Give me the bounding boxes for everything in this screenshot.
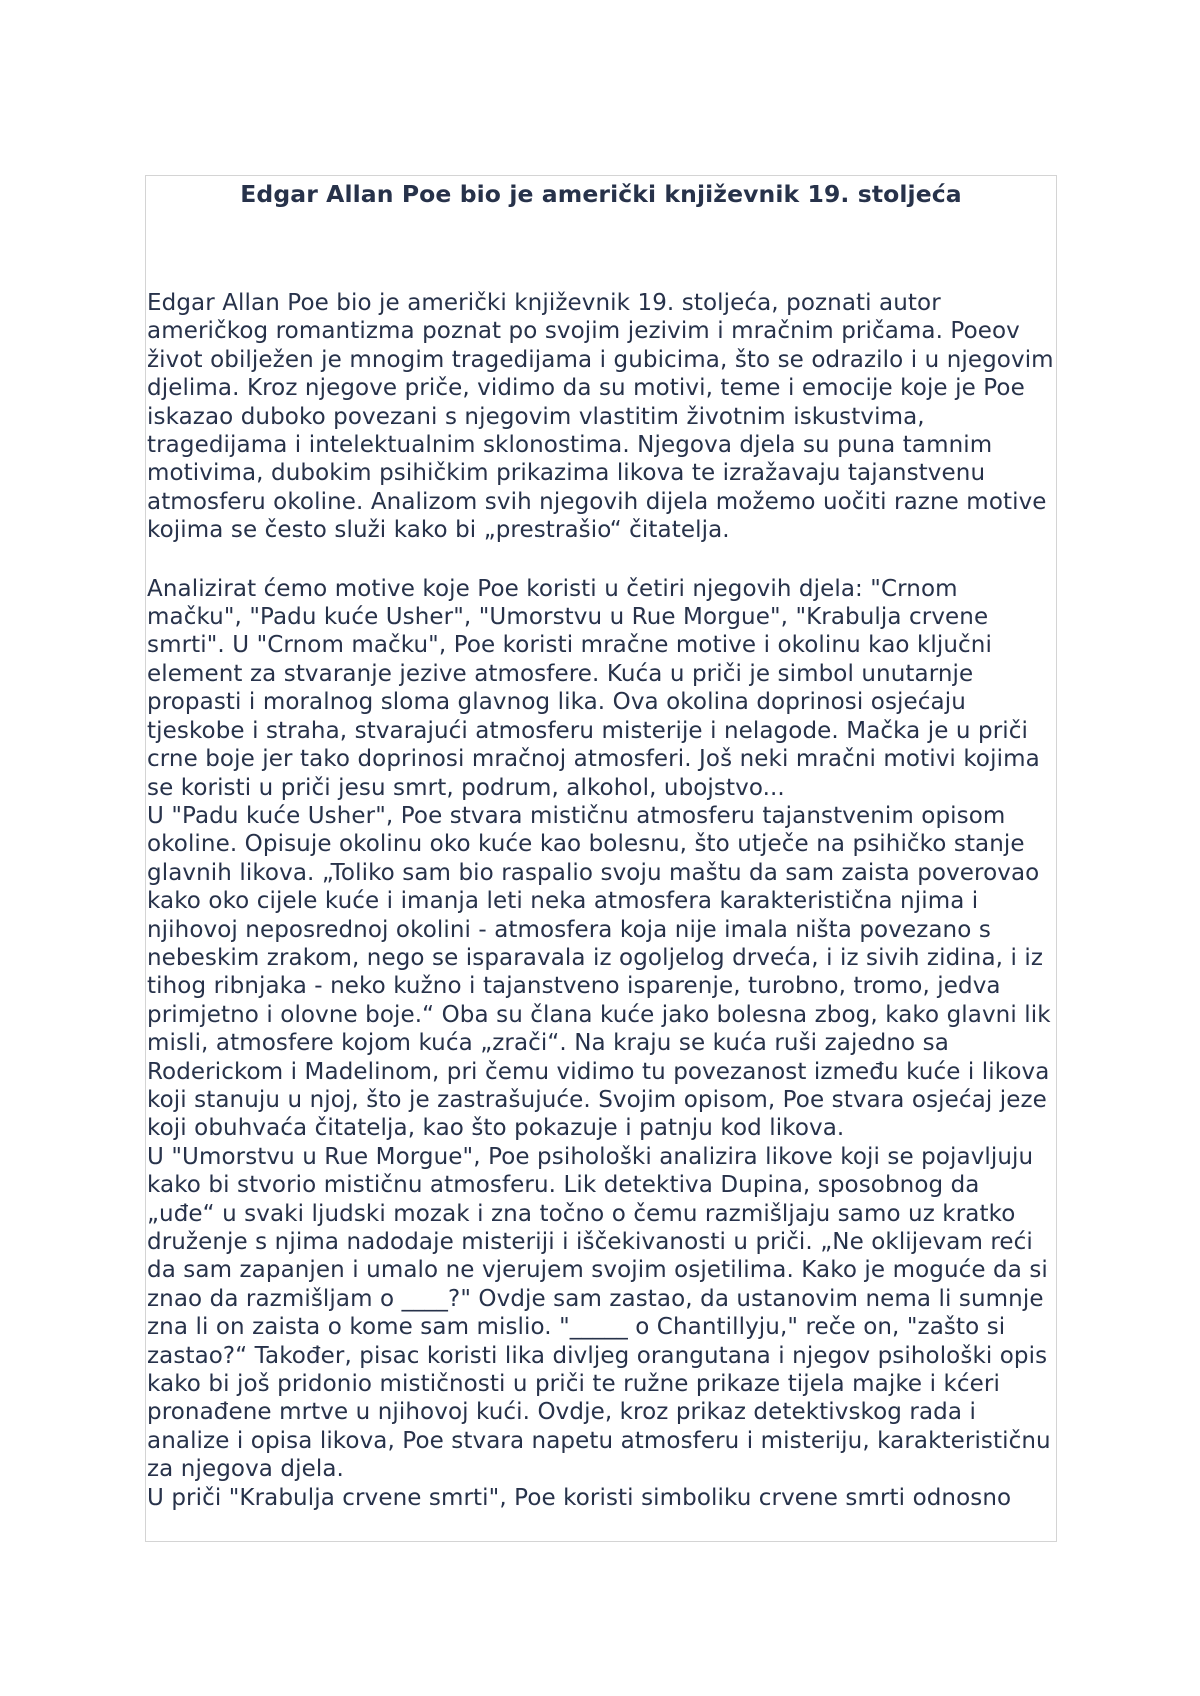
paragraph-pad-kuce-usher: U "Padu kuće Usher", Poe stvara mističnu atmosferu tajanstvenim opisom okoline. Opisuje okolinu oko kuće kao bolesnu, što utječe na psihičko stanje glavnih likova. „Toliko sam bio raspalio svoju maštu da sam zaista poverovao kako oko cijele kuće i imanja leti neka atmosfera karakteristična njima i njihovoj neposrednoj okolini - atmosfera koja nije imala ništa povezano s nebeskim zrakom, nego se isparavala iz ogoljelog drveća, i iz sivih zidina, i iz tihog ribnjaka - neko kužno i tajanstveno isparenje, turobno, tromo, jedva primjetno i olovne boje.“ Oba su člana kuće jako bolesna zbog, kako glavni lik misli, atmosfere kojom kuća „zrači“. Na kraju se kuća ruši zajedno sa Roderickom i Madelinom, pri čemu vidimo tu povezanost između kuće i likova koji stanuju u njoj, što je zastrašujuće. Svojim opisom, Poe stvara osjećaj jeze koji obuhvaća čitatelja, kao što pokazuje i patnju kod likova. — [147, 802, 1051, 1142]
paragraph-crni-macak: Analizirat ćemo motive koje Poe koristi u četiri njegovih djela: "Crnom mačku", "Padu kuće Usher", "Umorstvu u Rue Morgue", "Krabulja crvene smrti". U "Crnom mačku", Poe koristi mračne motive i okolinu kao ključni element za stvaranje jezive atmosfere. Kuća u priči je simbol unutarnje propasti i moralnog sloma glavnog lika. Ova okolina doprinosi osjećaju tjeskobe i straha, stvarajući atmosferu misterije i nelagode. Mačka je u priči crne boje jer tako doprinosi mračnoj atmosferi. Još neki mračni motivi kojima se koristi u priči jesu smrt, podrum, alkohol, ubojstvo... — [147, 575, 1040, 801]
paragraph-intro: Edgar Allan Poe bio je američki književnik 19. stoljeća, poznati autor američkog romantizma poznat po svojim jezivim i mračnim pričama. Poeov život obilježen je mnogim tragedijama i gubicima, što se odrazilo i u njegovim djelima. Kroz njegove priče, vidimo da su motivi, teme i emocije koje je Poe iskazao duboko povezani s njegovim vlastitim životnim iskustvima, tragedijama i intelektualnim sklonostima. Njegova djela su puna tamnim motivima, dubokim psihičkim prikazima likova te izražavaju tajanstvenu atmosferu okoline. Analizom svih njegovih dijela možemo uočiti razne motive kojima se često služi kako bi „prestrašio“ čitatelja. — [147, 290, 1054, 544]
document-body — [146, 289, 1056, 1512]
paragraph-umorstvo-rue-morgue: U "Umorstvu u Rue Morgue", Poe psihološki analizira likove koji se pojavljuju kako bi stvorio mističnu atmosferu. Lik detektiva Dupina, sposobnog da „uđe“ u svaki ljudski mozak i zna točno o čemu razmišljaju samo uz kratko druženje s njima nadodaje misteriji i iščekivanosti u priči. „Ne oklijevam reći da sam zapanjen i umalo ne vjerujem svojim osjetilima. Kako je moguće da si znao da razmišljam o ____?" Ovdje sam zastao, da ustanovim nema li sumnje zna li on zaista o kome sam mislio. "_____ o Chantillyju," reče on, "zašto si zastao?“ Također, pisac koristi lika divljeg orangutana i njegov psihološki opis kako bi još pridonio mističnosti u priči te ružne prikaze tijela majke i kćeri pronađene mrtve u njihovoj kući. Ovdje, kroz prikaz detektivskog rada i analize i opisa likova, Poe stvara napetu atmosferu i misteriju, karakterističnu za njegova djela. — [147, 1143, 1051, 1483]
document-page — [145, 175, 1057, 1542]
document-title: Edgar Allan Poe bio je američki književnik 19. stoljeća — [240, 180, 962, 208]
paragraph-krabulja-crvene-smrti: U priči "Krabulja crvene smrti", Poe koristi simboliku crvene smrti odnosno — [147, 1484, 1012, 1511]
